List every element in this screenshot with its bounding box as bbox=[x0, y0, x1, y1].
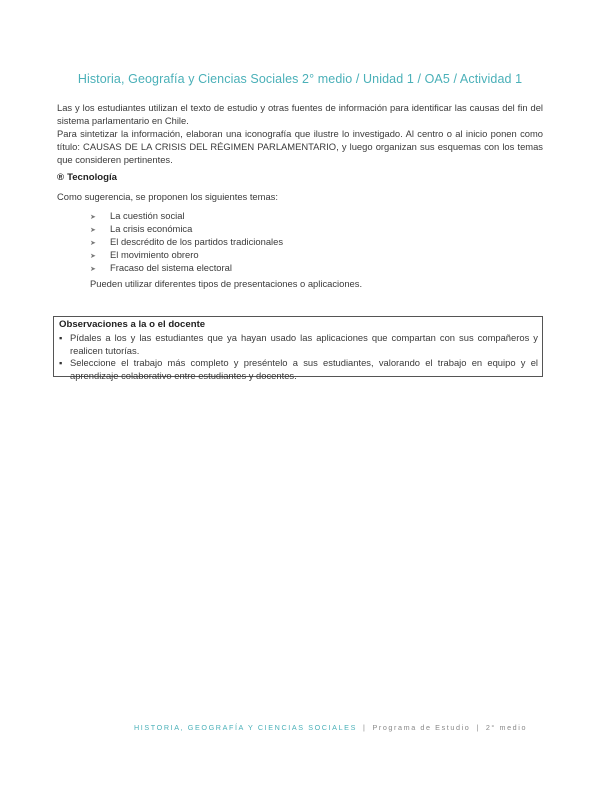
topic-label: La crisis económica bbox=[110, 223, 193, 234]
page-title: Historia, Geografía y Ciencias Sociales 2° medio / Unidad 1 / OA5 / Actividad 1 bbox=[77, 72, 523, 86]
topics-intro: Como sugerencia, se proponen los siguientes temas: bbox=[57, 191, 278, 202]
footer-subject: HISTORIA, GEOGRAFÍA Y CIENCIAS SOCIALES bbox=[134, 723, 357, 732]
footer-separator: | bbox=[362, 723, 367, 732]
footer-separator: | bbox=[476, 723, 480, 732]
list-item bbox=[59, 332, 538, 357]
observations-title: Observaciones a la o el docente bbox=[59, 319, 206, 330]
technology-icon: ® bbox=[57, 172, 65, 183]
paragraph-intro: Las y los estudiantes utilizan el texto de estudio y otras fuentes de información para identificar las causas del fin del sistema parlamentario en Chile. bbox=[57, 102, 543, 126]
footer-program: Programa de Estudio bbox=[372, 723, 471, 732]
arrow-bullet-icon: ➤ bbox=[90, 253, 96, 260]
list-item bbox=[90, 248, 283, 261]
list-item bbox=[90, 261, 283, 274]
observations-box bbox=[53, 316, 543, 381]
list-item bbox=[90, 209, 283, 222]
paragraph-synthesis: Para sintetizar la información, elaboran una iconografía que ilustre lo investigado. Al centro o al inicio ponen como título: CAUSAS DE LA CRISIS DEL RÉGIMEN PARLAMENTARIO, y luego organizan sus esquemas con los temas que consideren pertinentes. bbox=[57, 128, 543, 165]
topic-label: La cuestión social bbox=[110, 210, 185, 221]
topic-label: Fracaso del sistema electoral bbox=[110, 262, 232, 273]
footer-grade: 2° medio bbox=[485, 723, 528, 732]
arrow-bullet-icon: ➤ bbox=[90, 214, 96, 221]
observation-text: Pídales a los y las estudiantes que ya hayan usado las aplicaciones que compartan con sus compañeros y realicen tutorías. bbox=[70, 332, 538, 356]
observations-list bbox=[59, 332, 538, 382]
arrow-bullet-icon: ➤ bbox=[90, 266, 96, 273]
list-item bbox=[90, 235, 283, 248]
list-item bbox=[90, 222, 283, 235]
topic-label: El descrédito de los partidos tradicionales bbox=[110, 236, 284, 247]
observation-text: Seleccione el trabajo más completo y preséntelo a sus estudiantes, valorando el trabajo en equipo y el aprendizaje colaborativo entre estudiantes y docentes. bbox=[70, 357, 538, 381]
closing-text: Pueden utilizar diferentes tipos de presentaciones o aplicaciones. bbox=[90, 278, 363, 289]
topic-list bbox=[90, 209, 283, 274]
page-footer bbox=[134, 723, 527, 732]
section-heading-tecnologia bbox=[57, 172, 117, 183]
bullet-icon: ▪ bbox=[59, 357, 63, 368]
arrow-bullet-icon: ➤ bbox=[90, 227, 96, 234]
list-item bbox=[59, 357, 538, 382]
topic-label: El movimiento obrero bbox=[110, 249, 199, 260]
arrow-bullet-icon: ➤ bbox=[90, 240, 96, 247]
bullet-icon: ▪ bbox=[59, 332, 63, 343]
section-heading-label: Tecnología bbox=[67, 172, 118, 183]
